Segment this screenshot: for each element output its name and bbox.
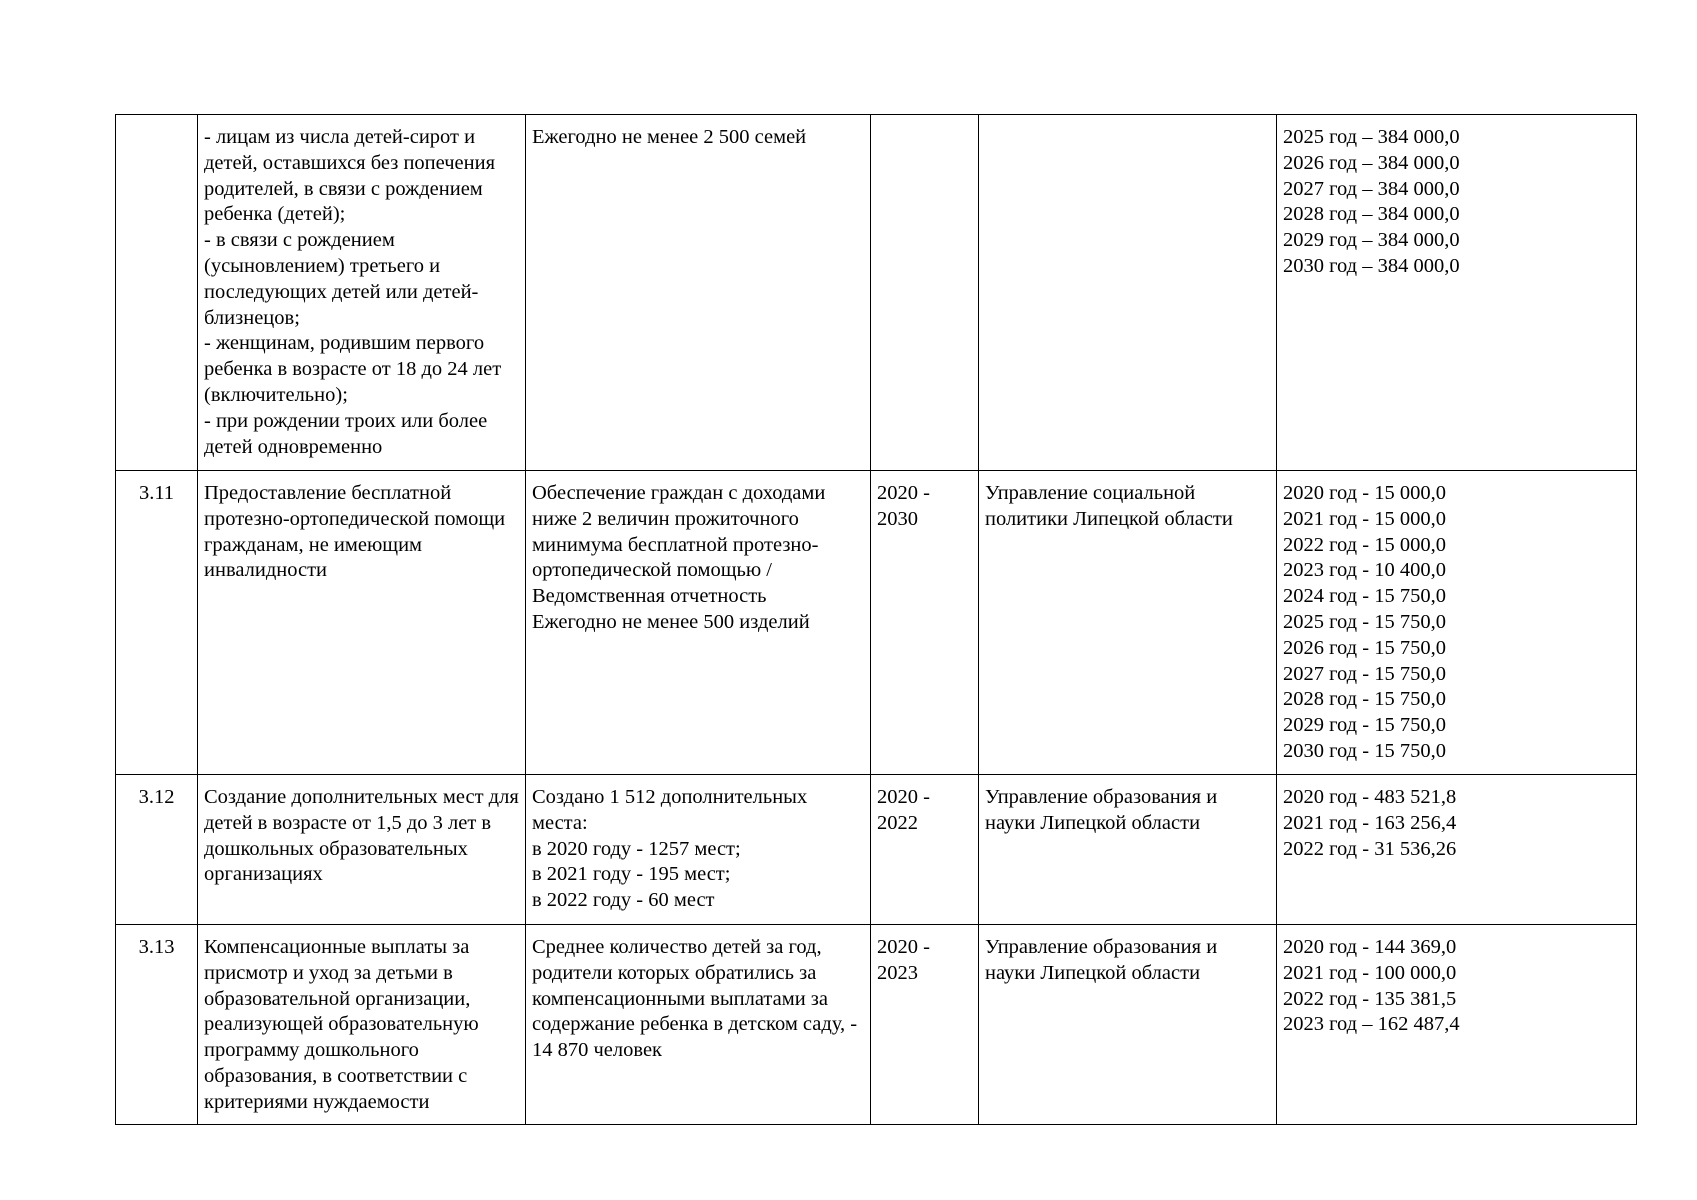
program-measures-table <box>115 114 1637 1125</box>
row-number-cell <box>116 115 198 471</box>
result-cell: Ежегодно не менее 2 500 семей <box>526 115 871 471</box>
period-cell <box>871 115 979 471</box>
executor-cell <box>979 115 1277 471</box>
period-cell: 2020 - 2022 <box>871 775 979 925</box>
funding-cell: 2020 год - 483 521,8 2021 год - 163 256,4 2022 год - 31 536,26 <box>1277 775 1637 925</box>
executor-cell: Управление образования и науки Липецкой области <box>979 925 1277 1125</box>
funding-cell: 2020 год - 15 000,0 2021 год - 15 000,0 2022 год - 15 000,0 2023 год - 10 400,0 2024 год - 15 750,0 2025 год - 15 750,0 2026 год - 15 750,0 2027 год - 15 750,0 2028 год - 15 750,0 2029 год - 15 750,0 2030 год - 15 750,0 <box>1277 471 1637 775</box>
measure-cell: Предоставление бесплатной протезно-ортопедической помощи гражданам, не имеющим инвалидности <box>198 471 526 775</box>
row-number-cell: 3.12 <box>116 775 198 925</box>
row-number-cell: 3.13 <box>116 925 198 1125</box>
period-cell: 2020 - 2023 <box>871 925 979 1125</box>
measure-cell: Создание дополнительных мест для детей в возрасте от 1,5 до 3 лет в дошкольных образовательных организациях <box>198 775 526 925</box>
funding-cell: 2025 год – 384 000,0 2026 год – 384 000,0 2027 год – 384 000,0 2028 год – 384 000,0 2029 год – 384 000,0 2030 год – 384 000,0 <box>1277 115 1637 471</box>
period-cell: 2020 - 2030 <box>871 471 979 775</box>
measure-cell: - лицам из числа детей-сирот и детей, оставшихся без попечения родителей, в связи с рождением ребенка (детей); - в связи с рождением (усыновлением) третьего и последующих детей или детей-близнецов; - женщинам, родившим первого ребенка в возрасте от 18 до 24 лет (включительно); - при рождении троих или более детей одновременно <box>198 115 526 471</box>
table-row <box>116 115 1637 471</box>
executor-cell: Управление социальной политики Липецкой области <box>979 471 1277 775</box>
funding-cell: 2020 год - 144 369,0 2021 год - 100 000,0 2022 год - 135 381,5 2023 год – 162 487,4 <box>1277 925 1637 1125</box>
result-cell: Создано 1 512 дополнительных места: в 2020 году - 1257 мест; в 2021 году - 195 мест; в 2022 году - 60 мест <box>526 775 871 925</box>
table-row <box>116 775 1637 925</box>
table-row <box>116 471 1637 775</box>
row-number-cell: 3.11 <box>116 471 198 775</box>
table-row <box>116 925 1637 1125</box>
result-cell: Среднее количество детей за год, родители которых обратились за компенсационными выплатами за содержание ребенка в детском саду, - 14 870 человек <box>526 925 871 1125</box>
executor-cell: Управление образования и науки Липецкой области <box>979 775 1277 925</box>
measure-cell: Компенсационные выплаты за присмотр и уход за детьми в образовательной организации, реализующей образовательную программу дошкольного образования, в соответствии с критериями нуждаемости <box>198 925 526 1125</box>
result-cell: Обеспечение граждан с доходами ниже 2 величин прожиточного минимума бесплатной протезно-ортопедической помощью / Ведомственная отчетность Ежегодно не менее 500 изделий <box>526 471 871 775</box>
